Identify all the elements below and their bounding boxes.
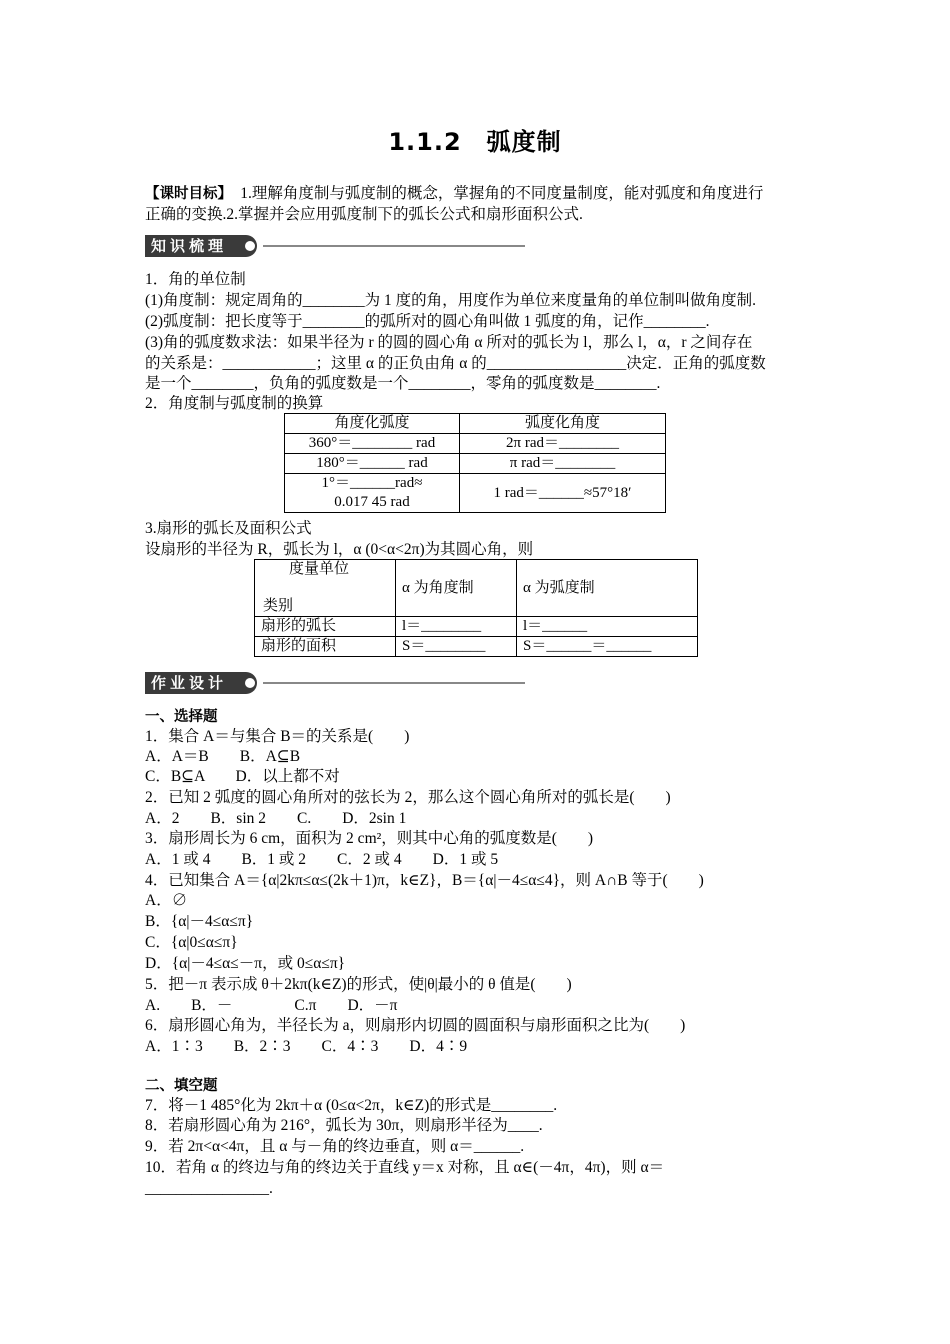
question-5-options: A. B．－ C.π D．－π [145,997,398,1014]
knowledge-s2: 2．角度制与弧度制的换算 [145,395,324,412]
goals-line-1 [145,184,763,204]
conversion-header-1: 角度化弧度 [285,414,460,434]
knowledge-l3: (3)角的弧度数求法：如果半径为 r 的圆的圆心角 α 所对的弧长为 l，那么 l，α，r 之间存在 [145,334,753,351]
question-2-options: A．2 B．sin 2 C. D．2sin 1 [145,810,407,827]
question-4: 4．已知集合 A＝{α|2kπ≤α≤(2k＋1)π，k∈Z}，B＝{α|－4≤α≤4}，则 A∩B 等于( ) [145,872,704,889]
banner-rule [263,682,525,684]
conversion-cell: 2π rad＝________ [460,434,666,454]
question-8: 8．若扇形圆心角为 216°，弧长为 30π，则扇形半径为____. [145,1117,543,1134]
conversion-table [284,413,666,513]
question-2: 2．已知 2 弧度的圆心角所对的弦长为 2，那么这个圆心角所对的弧长是( ) [145,789,671,806]
conversion-cell-line: 1°＝______rad≈ [321,475,423,491]
goals-text-1: 1.理解角度制与弧度制的概念，掌握角的不同度量制度，能对弧度和角度进行 [224,185,764,202]
knowledge-l4: 的关系是：____________；这里 α 的正负由角 α 的__________________决定．正角的弧度数 [145,355,766,372]
question-9: 9．若 2π<α<4π，且 α 与－角的终边垂直，则 α＝______. [145,1138,525,1155]
question-3-options: A．1 或 4 B．1 或 2 C．2 或 4 D．1 或 5 [145,851,499,868]
knowledge-l5: 是一个________，负角的弧度数是一个________，零角的弧度数是________. [145,375,661,392]
goals-tag: 【课时目标】 [145,186,225,202]
sector-cell: S＝________ [396,637,517,657]
question-4-option-a: A．∅ [145,892,188,909]
knowledge-s1: 1．角的单位制 [145,271,246,288]
question-7: 7．将－1 485°化为 2kπ＋α (0≤α<2π，k∈Z)的形式是________. [145,1097,558,1114]
question-5: 5．把－π 表示成 θ＋2kπ(k∈Z)的形式，使|θ|最小的 θ 值是( ) [145,976,572,993]
conversion-cell: 360°＝________ rad [285,434,460,454]
sector-cell: S＝______＝______ [517,637,698,657]
conversion-header-2: 弧度化角度 [460,414,666,434]
banner-dot-icon [245,241,255,251]
conversion-cell: 180°＝______ rad [285,454,460,474]
sector-cell: l＝________ [396,617,517,637]
sector-cell: l＝______ [517,617,698,637]
knowledge-l1: (1)角度制：规定周角的________为 1 度的角，用度作为单位来度量角的单位制叫做角度制. [145,292,756,309]
knowledge-banner [145,235,525,257]
question-6: 6．扇形圆心角为，半径长为 a，则扇形内切圆的圆面积与扇形面积之比为( ) [145,1017,686,1034]
banner-rule [263,245,525,247]
banner-dot-icon [245,678,255,688]
question-10: 10．若角 α 的终边与角的终边关于直线 y＝x 对称，且 α∈(－4π，4π)，则 α＝ [145,1159,665,1176]
section-fill: 二、填空题 [145,1078,218,1094]
question-10-blank: ________________. [145,1180,273,1197]
conversion-cell: 1 rad＝______≈57°18′ [460,474,666,513]
knowledge-banner-label: 知识梳理 [145,235,257,257]
conversion-cell-line: 0.017 45 rad [334,494,410,510]
question-1-options-b: C．B⊆A D．以上都不对 [145,768,340,785]
sector-header-2: α 为弧度制 [517,560,698,617]
question-4-option-c: C．{α|0≤α≤π} [145,934,238,951]
question-3: 3．扇形周长为 6 cm，面积为 2 cm²，则其中心角的弧度数是( ) [145,830,594,847]
section-choice: 一、选择题 [145,709,218,725]
sector-row-label: 扇形的面积 [255,637,396,657]
sector-header-1: α 为角度制 [396,560,517,617]
sector-corner-cell [255,560,396,617]
sector-corner-top: 度量单位 [289,561,350,577]
question-1-options-a: A．A＝B B．A⊆B [145,748,301,765]
goals-line-2: 正确的变换.2.掌握并会应用弧度制下的弧长公式和扇形面积公式. [145,206,583,223]
knowledge-l6: 设扇形的半径为 R，弧长为 l，α (0<α<2π)为其圆心角，则 [145,541,534,558]
sector-corner-bottom: 类别 [263,598,294,614]
knowledge-s3: 3.扇形的弧长及面积公式 [145,520,312,537]
sector-row-label: 扇形的弧长 [255,617,396,637]
question-4-option-d: D．{α|－4≤α≤－π，或 0≤α≤π} [145,955,346,972]
conversion-cell [285,474,460,513]
homework-banner-label: 作业设计 [145,672,257,694]
question-6-options: A．1∶3 B．2∶3 C．4∶3 D．4∶9 [145,1038,468,1055]
knowledge-l2: (2)弧度制：把长度等于________的弧所对的圆心角叫做 1 弧度的角，记作________. [145,313,710,330]
homework-banner [145,672,525,694]
sector-table [254,559,698,657]
conversion-cell: π rad＝________ [460,454,666,474]
question-4-option-b: B．{α|－4≤α≤π} [145,913,254,930]
page-title: 1.1.2 弧度制 [388,128,562,156]
question-1: 1．集合 A＝与集合 B＝的关系是( ) [145,728,410,745]
